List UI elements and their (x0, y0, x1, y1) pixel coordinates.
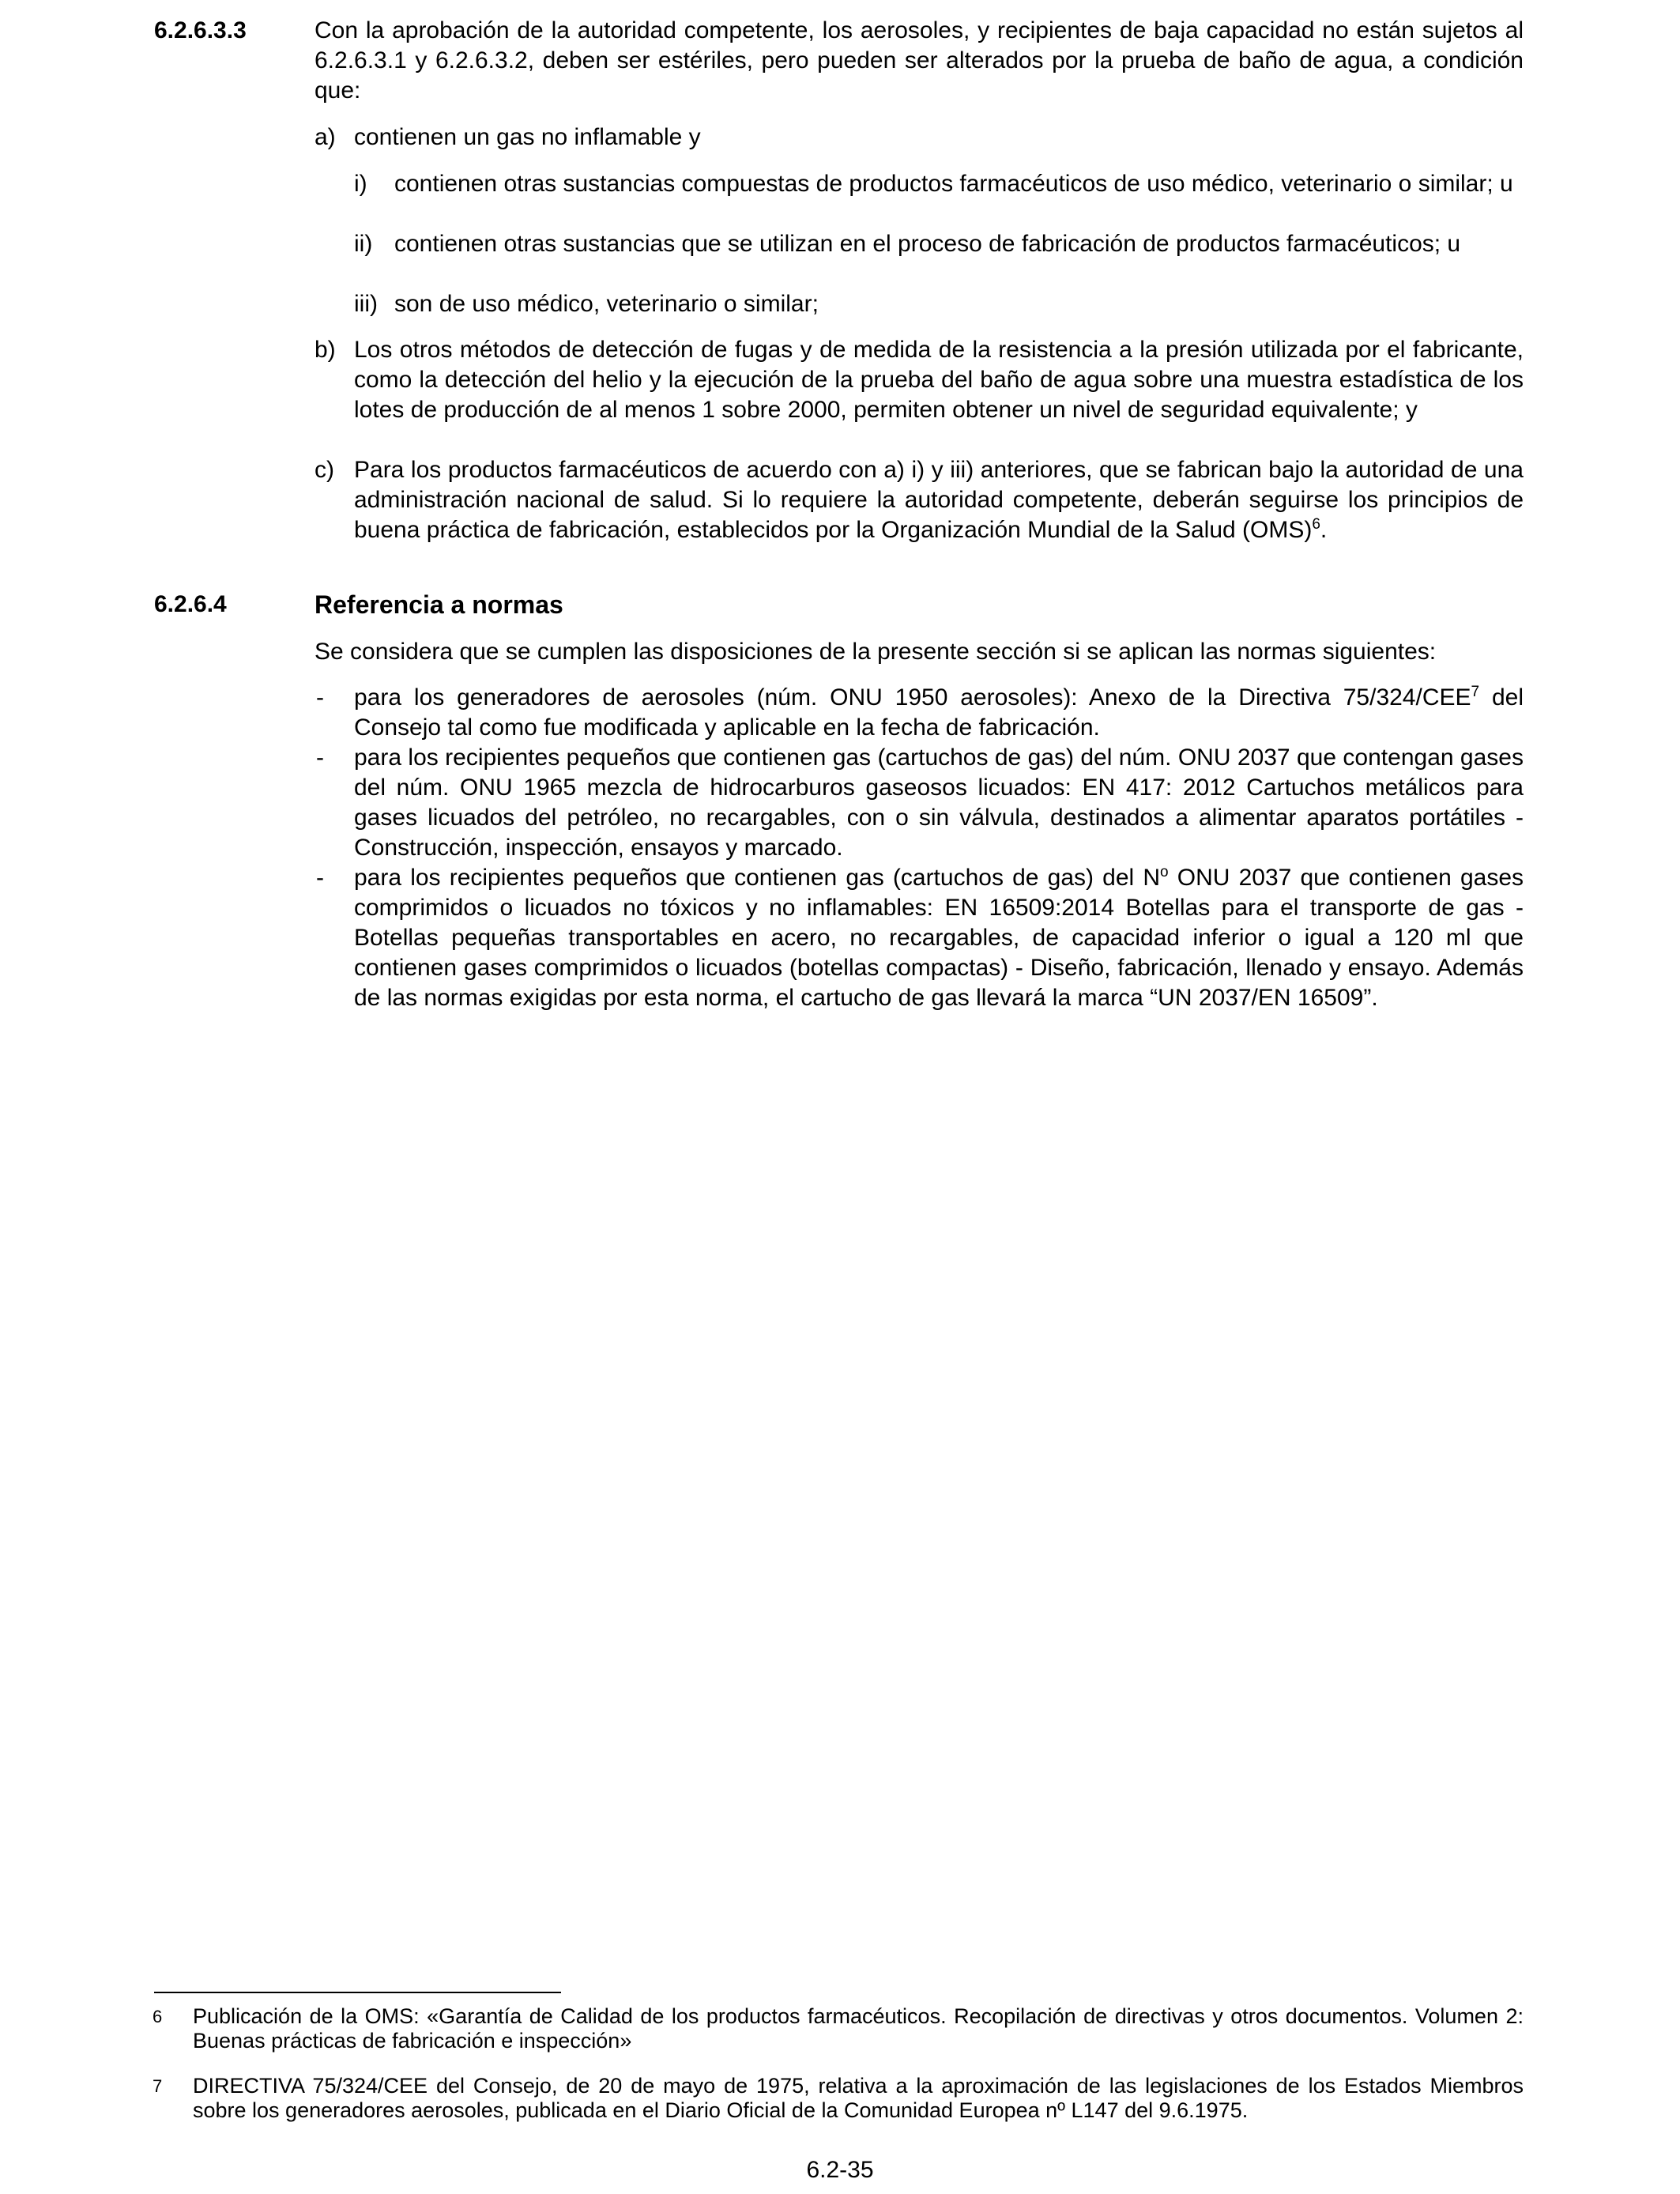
list-item-c-end: . (1320, 517, 1328, 543)
footnote-marker: 6 (153, 2007, 163, 2026)
footnote-ref-6[interactable]: 6 (1312, 516, 1320, 533)
footnote-text: Publicación de la OMS: «Garantía de Calidad de los productos farmacéuticos. Recopilación de directivas y otros documentos. Volumen 2: Buenas prácticas de fabricación e inspección» (193, 2004, 1524, 2053)
section-number: 6.2.6.3.3 (154, 17, 247, 43)
section-intro: Con la aprobación de la autoridad competente, los aerosoles, y recipientes de baja capacidad no están sujetos al 6.2.6.3.1 y 6.2.6.3.2, deben ser estériles, pero pueden ser alterados por la prueba de baño de agua, a condición que: (315, 17, 1524, 104)
list-item-text (354, 455, 1524, 545)
sublist-item-text: contienen otras sustancias compuestas de productos farmacéuticos de uso médico, veterinario o similar; u (394, 171, 1513, 197)
sublist-item-text: contienen otras sustancias que se utilizan en el proceso de fabricación de productos farmacéuticos; u (394, 231, 1461, 257)
list-item-c-body: Para los productos farmacéuticos de acuerdo con a) i) y iii) anteriores, que se fabrican bajo la autoridad de una administración nacional de salud. Si lo requiere la autoridad competente, deberán seguirse los principios de buena práctica de fabricación, establecidos por la Organización Mundial de la Salud (OMS) (354, 457, 1524, 543)
bullet-marker: - (316, 865, 324, 891)
bullet-marker: - (316, 684, 324, 711)
footnote-ref-7[interactable]: 7 (1471, 684, 1480, 700)
bullet-text-before: para los recipientes pequeños que contienen gas (cartuchos de gas) del N (354, 865, 1161, 891)
footnote-separator (154, 1992, 561, 1993)
bullet-text-after: ONU 2037 que contienen gases comprimidos o licuados no tóxicos y no inflamables: EN 16509:2014 Botellas para el transporte de gas - Botellas pequeñas transportables en acero, no recargables, de capacidad inferior o igual a 120 ml que contienen gases comprimidos o licuados (botellas compactas) - Diseño, fabricación, llenado y ensayo. Además de las normas exigidas por esta norma, el cartucho de gas llevará la marca “UN 2037/EN 16509”. (354, 865, 1524, 1011)
list-marker: c) (315, 457, 334, 483)
bullet-text (354, 863, 1524, 1013)
section-title: Referencia a normas (315, 590, 563, 619)
bullet-text (354, 683, 1524, 743)
sublist-marker: i) (354, 171, 367, 197)
sublist-item-text: son de uso médico, veterinario o similar; (394, 291, 819, 317)
list-item-text: contienen un gas no inflamable y (354, 124, 701, 150)
list-marker: b) (315, 337, 336, 363)
bullet-marker: - (316, 745, 324, 771)
section-intro: Se considera que se cumplen las disposiciones de la presente sección si se aplican las normas siguientes: (315, 639, 1437, 665)
sublist-marker: ii) (354, 231, 373, 257)
section-number: 6.2.6.4 (154, 591, 227, 617)
list-marker: a) (315, 124, 336, 150)
list-item-text: Los otros métodos de detección de fugas y de medida de la resistencia a la presión utilizada por el fabricante, como la detección del helio y la ejecución de la prueba del baño de agua sobre una muestra estadística de los lotes de producción de al menos 1 sobre 2000, permiten obtener un nivel de seguridad equivalente; y (354, 337, 1524, 423)
footnote-marker: 7 (153, 2076, 163, 2096)
sublist-marker: iii) (354, 291, 378, 317)
page-number: 6.2-35 (806, 2157, 874, 2183)
bullet-text-before: para los generadores de aerosoles (núm. ONU 1950 aerosoles): Anexo de la Directiva 75/324/CEE (354, 684, 1471, 711)
bullet-text: para los recipientes pequeños que contienen gas (cartuchos de gas) del núm. ONU 2037 que contengan gases del núm. ONU 1965 mezcla de hidrocarburos gaseosos licuados: EN 417: 2012 Cartuchos metálicos para gases licuados del petróleo, no recargables, con o sin válvula, destinados a alimentar aparatos portátiles - Construcción, inspección, ensayos y marcado. (354, 745, 1524, 861)
superscript-o: o (1160, 864, 1169, 880)
bullet-text-after: del Consejo tal como fue modificada y aplicable en la fecha de fabricación. (354, 684, 1524, 741)
footnote-text: DIRECTIVA 75/324/CEE del Consejo, de 20 de mayo de 1975, relativa a la aproximación de las legislaciones de los Estados Miembros sobre los generadores aerosoles, publicada en el Diario Oficial de la Comunidad Europea nº L147 del 9.6.1975. (193, 2074, 1524, 2122)
